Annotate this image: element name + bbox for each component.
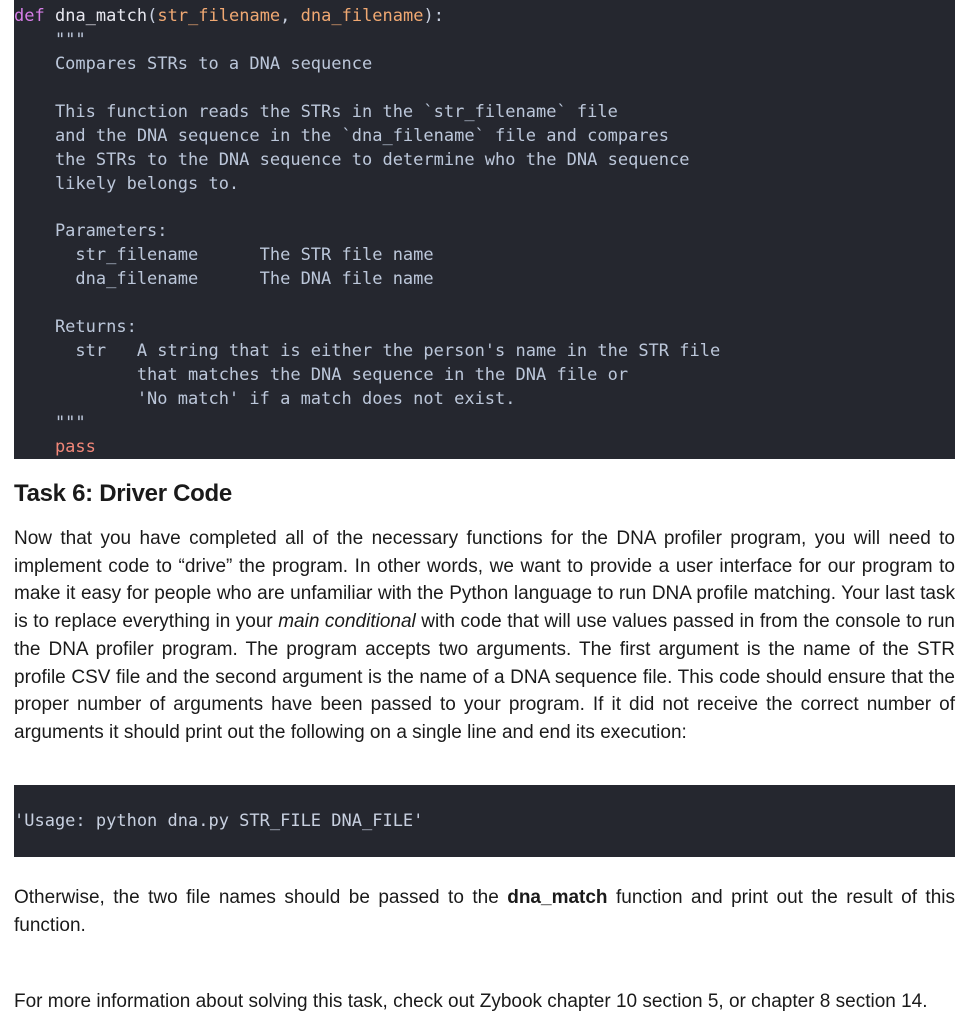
doc-param-1: str_filename The STR file name — [14, 245, 434, 265]
pass-keyword: pass — [14, 437, 96, 457]
task-description-part-2: with code that will use values passed in from the console to run the DNA profiler program. The program accepts two arguments. The first argument is the name of the STR profile CSV file and the second argument is the name of a DNA sequence file. This code should ensure that the proper number of arguments have been passed to your program. If it did not receive the correct number of arguments it should print out the following on a single line and end its execution: — [14, 611, 955, 743]
doc-returns-header: Returns: — [14, 317, 137, 337]
param-comma: , — [280, 6, 301, 26]
doc-desc-line-4: likely belongs to. — [14, 174, 240, 194]
dna-match-bold: dna_match — [507, 887, 608, 908]
param-dna-filename: dna_filename — [300, 6, 424, 26]
doc-summary: Compares STRs to a DNA sequence — [14, 54, 373, 74]
docstring-open: """ — [14, 30, 86, 50]
otherwise-part-1: Otherwise, the two file names should be passed to the — [14, 887, 508, 908]
doc-return-3: 'No match' if a match does not exist. — [14, 389, 516, 409]
param-str-filename: str_filename — [157, 6, 281, 26]
doc-return-1: str A string that is either the person's name in the STR file — [14, 341, 721, 361]
doc-param-2: dna_filename The DNA file name — [14, 269, 434, 289]
main-conditional-emphasis: main conditional — [278, 611, 416, 633]
code-block-dna-match — [14, 0, 955, 459]
otherwise-part-2: function and print out the result of this function. — [14, 887, 956, 936]
task-description — [14, 525, 955, 747]
task-title: Task 6: Driver Code — [14, 480, 232, 507]
doc-params-header: Parameters: — [14, 221, 168, 241]
doc-desc-line-2: and the DNA sequence in the `dna_filename` file and compares — [14, 126, 670, 146]
doc-desc-line-1: This function reads the STRs in the `str_filename` file — [14, 102, 618, 122]
more-info-paragraph: For more information about solving this task, check out Zybook chapter 10 section 5, or chapter 8 section 14. — [14, 991, 928, 1012]
open-paren: ( — [147, 6, 158, 26]
def-keyword: def — [14, 6, 45, 26]
otherwise-paragraph — [14, 884, 955, 939]
doc-return-2: that matches the DNA sequence in the DNA file or — [14, 365, 629, 385]
usage-code-line: 'Usage: python dna.py STR_FILE DNA_FILE' — [14, 811, 424, 831]
function-name: dna_match — [54, 6, 148, 26]
doc-desc-line-3: the STRs to the DNA sequence to determine who the DNA sequence — [14, 150, 690, 170]
task-description-part-1: Now that you have completed all of the necessary functions for the DNA profiler program, you will need to implement code to “drive” the program. In other words, we want to provide a user interface for our program to make it easy for people who are unfamiliar with the Python language to run DNA profile matching. Your last task is to replace everything in your — [14, 528, 955, 633]
docstring-close: """ — [14, 413, 86, 433]
close-paren: ): — [423, 6, 444, 26]
code-block-usage — [14, 785, 955, 857]
code-line-signature — [14, 4, 444, 28]
